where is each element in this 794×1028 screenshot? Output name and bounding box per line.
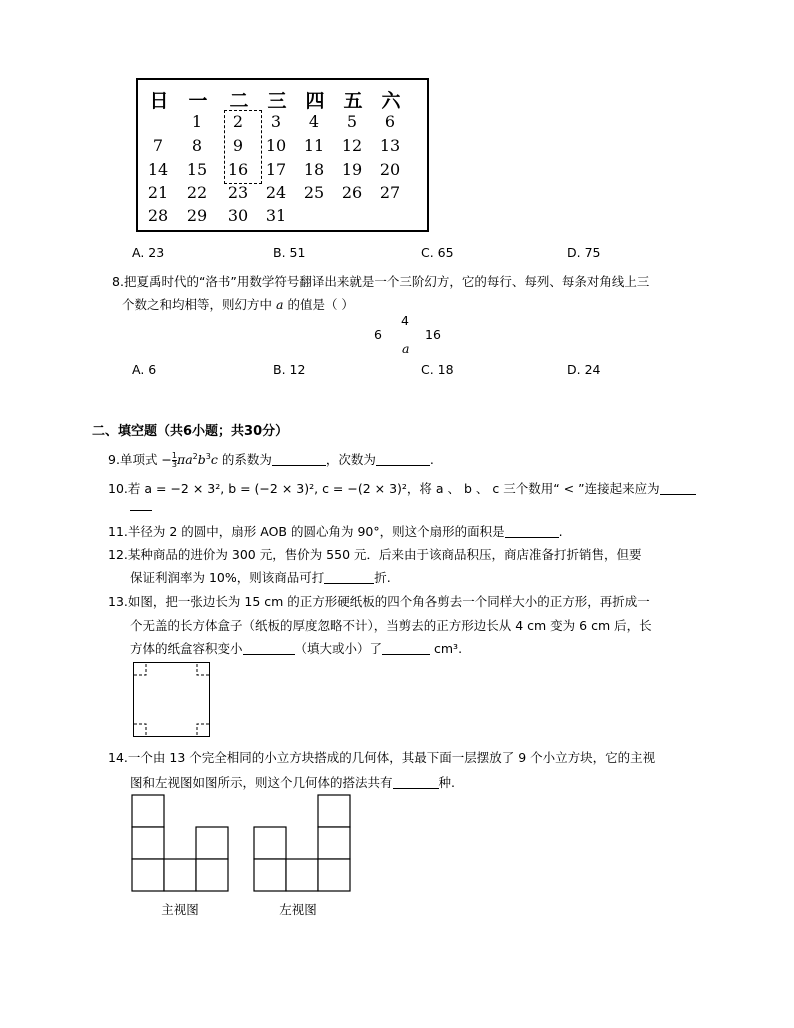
q8-text-2b: 的值是（ ） <box>287 297 354 312</box>
q11-end: . <box>558 524 563 539</box>
calendar-figure <box>136 78 429 232</box>
q12-number: 12. <box>108 547 128 562</box>
q10-number: 10. <box>108 481 128 496</box>
q9-b: b <box>197 452 206 467</box>
magic-square-right: 16 <box>425 327 441 342</box>
front-view-cell <box>132 795 164 827</box>
calendar-day-cell: 11 <box>303 136 325 155</box>
calendar-day-cell: 19 <box>341 160 363 179</box>
q8-var-a: a <box>276 297 284 312</box>
q14-line1 <box>108 748 655 766</box>
q8-option-c: C. 18 <box>421 362 454 377</box>
q14-text-1: 一个由 13 个完全相同的小立方块搭成的几何体，其最下面一层摆放了 9 个小立方块，它的主视 <box>127 750 656 765</box>
q7-option-b: B. 51 <box>273 245 306 260</box>
q8-number: 8. <box>112 274 124 289</box>
front-view-figure <box>131 794 229 892</box>
calendar-day-cell: 29 <box>186 206 208 225</box>
q12-text-2a: 保证利润率为 10%，则该商品可打 <box>130 570 325 585</box>
magic-square-left: 6 <box>374 327 382 342</box>
left-view-cell <box>254 859 286 891</box>
q8-line2 <box>122 295 354 313</box>
q8-option-b: B. 12 <box>273 362 306 377</box>
q13-line1 <box>108 592 650 610</box>
q11-blank <box>505 525 559 538</box>
cut-corner-top-right <box>197 663 209 675</box>
magic-square-bottom: a <box>402 341 410 356</box>
q14-number: 14. <box>108 750 128 765</box>
calendar-day-cell: 5 <box>346 112 358 131</box>
front-view-cell <box>132 859 164 891</box>
calendar-day-cell: 31 <box>265 206 287 225</box>
calendar-day-cell: 24 <box>265 183 287 202</box>
calendar-header-cell: 一 <box>188 90 208 112</box>
calendar-day-cell: 1 <box>191 112 203 131</box>
q13-blank-2 <box>382 642 430 655</box>
q9 <box>108 450 434 469</box>
q7-option-d: D. 75 <box>567 245 601 260</box>
cut-corner-top-left <box>134 663 146 675</box>
q13-text-3c: cm³. <box>430 641 463 656</box>
q14-line2 <box>130 773 455 791</box>
calendar-day-cell: 17 <box>265 160 287 179</box>
calendar-day-cell: 20 <box>379 160 401 179</box>
q9-mid: 的系数为 <box>221 452 272 467</box>
q9-blank-1 <box>272 453 326 466</box>
calendar-header-cell: 三 <box>267 90 287 112</box>
q12-text-1: 某种商品的进价为 300 元，售价为 550 元．后来由于该商品积压，商店准备打折销售，但要 <box>127 547 642 562</box>
calendar-day-cell: 18 <box>303 160 325 179</box>
calendar-day-cell: 13 <box>379 136 401 155</box>
calendar-day-cell: 30 <box>227 206 249 225</box>
cut-corner-bottom-right <box>197 724 209 736</box>
q12-line1 <box>108 545 642 563</box>
q12-blank <box>324 571 374 584</box>
q10-blank <box>660 482 696 495</box>
left-view-cell <box>318 859 350 891</box>
calendar-header-cell: 二 <box>229 90 249 112</box>
q13-line3 <box>130 639 462 657</box>
cut-corner-bottom-left <box>134 724 146 736</box>
calendar-header-cell: 六 <box>381 90 401 112</box>
q7-option-c: C. 65 <box>421 245 454 260</box>
q12-text-2b: 折. <box>374 570 391 585</box>
calendar-day-cell: 28 <box>147 206 169 225</box>
calendar-day-cell: 4 <box>308 112 320 131</box>
q13-line2: 个无盖的长方体盒子（纸板的厚度忽略不计），当剪去的正方形边长从 4 cm 变为 6 cm 后，长 <box>130 618 652 633</box>
q13-text-3b: （填大或小）了 <box>294 641 383 656</box>
calendar-dashed-selection <box>224 110 262 184</box>
q8-text-2a: 个数之和均相等，则幻方中 <box>122 297 273 312</box>
calendar-day-cell: 16 <box>227 160 249 179</box>
calendar-header-cell: 日 <box>149 90 169 112</box>
q13-text-3a: 方体的纸盒容积变小 <box>130 641 243 656</box>
calendar-day-cell: 7 <box>152 136 164 155</box>
q8-option-d: D. 24 <box>567 362 601 377</box>
calendar-day-cell: 3 <box>270 112 282 131</box>
q9-end: . <box>429 452 434 467</box>
cardboard-outline <box>134 663 210 737</box>
calendar-day-cell: 27 <box>379 183 401 202</box>
front-view-cell <box>164 859 196 891</box>
left-view-label: 左视图 <box>279 902 317 917</box>
calendar-day-cell: 6 <box>384 112 396 131</box>
front-view-cell <box>196 827 228 859</box>
calendar-day-cell: 15 <box>186 160 208 179</box>
calendar-day-cell: 10 <box>265 136 287 155</box>
calendar-day-cell: 26 <box>341 183 363 202</box>
q9-frac-num: 1 <box>171 451 177 460</box>
q9-monomial: πa <box>176 452 193 467</box>
q8-text-1: 把夏禹时代的“洛书”用数学符号翻译出来就是一个三阶幻方，它的每行、每列、每条对角线上三 <box>123 274 650 289</box>
calendar-day-cell: 22 <box>186 183 208 202</box>
q9-exp1: 2 <box>192 452 198 461</box>
q14-blank <box>393 776 439 789</box>
q11-number: 11. <box>108 524 128 539</box>
front-view-cell <box>132 827 164 859</box>
q8-option-a: A. 6 <box>132 362 157 377</box>
left-view-cell <box>318 795 350 827</box>
q8-line1 <box>112 272 649 290</box>
calendar-day-cell: 25 <box>303 183 325 202</box>
calendar-day-cell: 2 <box>232 112 244 131</box>
calendar-day-cell: 21 <box>147 183 169 202</box>
q13-blank-1 <box>243 642 295 655</box>
q12-line2 <box>130 568 391 586</box>
q9-pre: 单项式 − <box>119 452 172 467</box>
calendar-header-cell: 四 <box>305 90 325 112</box>
calendar-header-cell: 五 <box>343 90 363 112</box>
left-view-cell <box>318 827 350 859</box>
q9-exp2: 3 <box>205 452 211 461</box>
q10-blank-continued <box>130 510 152 511</box>
calendar-day-cell: 23 <box>227 183 249 202</box>
magic-square-top: 4 <box>401 313 409 328</box>
calendar-day-cell: 8 <box>191 136 203 155</box>
q9-number: 9. <box>108 452 120 467</box>
calendar-day-cell: 9 <box>232 136 244 155</box>
q9-mid2: ，次数为 <box>325 452 376 467</box>
q9-frac-den: 3 <box>171 460 177 469</box>
q11 <box>108 522 563 540</box>
q9-blank-2 <box>376 453 430 466</box>
q13-text-1: 如图，把一张边长为 15 cm 的正方形硬纸板的四个角各剪去一个同样大小的正方形，再折成一 <box>127 594 650 609</box>
q10 <box>108 479 696 497</box>
q9-c: c <box>210 452 218 467</box>
front-view-label: 主视图 <box>161 902 199 917</box>
q7-option-a: A. 23 <box>132 245 165 260</box>
calendar-day-cell: 14 <box>147 160 169 179</box>
front-view-cell <box>196 859 228 891</box>
cardboard-square-figure <box>133 662 211 738</box>
left-view-cell <box>286 859 318 891</box>
q14-text-2b: 种. <box>438 775 455 790</box>
q13-number: 13. <box>108 594 128 609</box>
q11-text: 半径为 2 的圆中，扇形 AOB 的圆心角为 90°，则这个扇形的面积是 <box>127 524 505 539</box>
q10-text: 若 a = −2 × 3², b = (−2 × 3)², c = −(2 × 3)²，将 a 、 b 、 c 三个数用“ < ”连接起来应为 <box>127 481 660 496</box>
q14-text-2a: 图和左视图如图所示，则这个几何体的搭法共有 <box>130 775 393 790</box>
calendar-day-cell: 12 <box>341 136 363 155</box>
left-view-figure <box>253 794 351 892</box>
section-2-title: 二、填空题（共6小题；共30分） <box>92 424 289 439</box>
left-view-cell <box>254 827 286 859</box>
